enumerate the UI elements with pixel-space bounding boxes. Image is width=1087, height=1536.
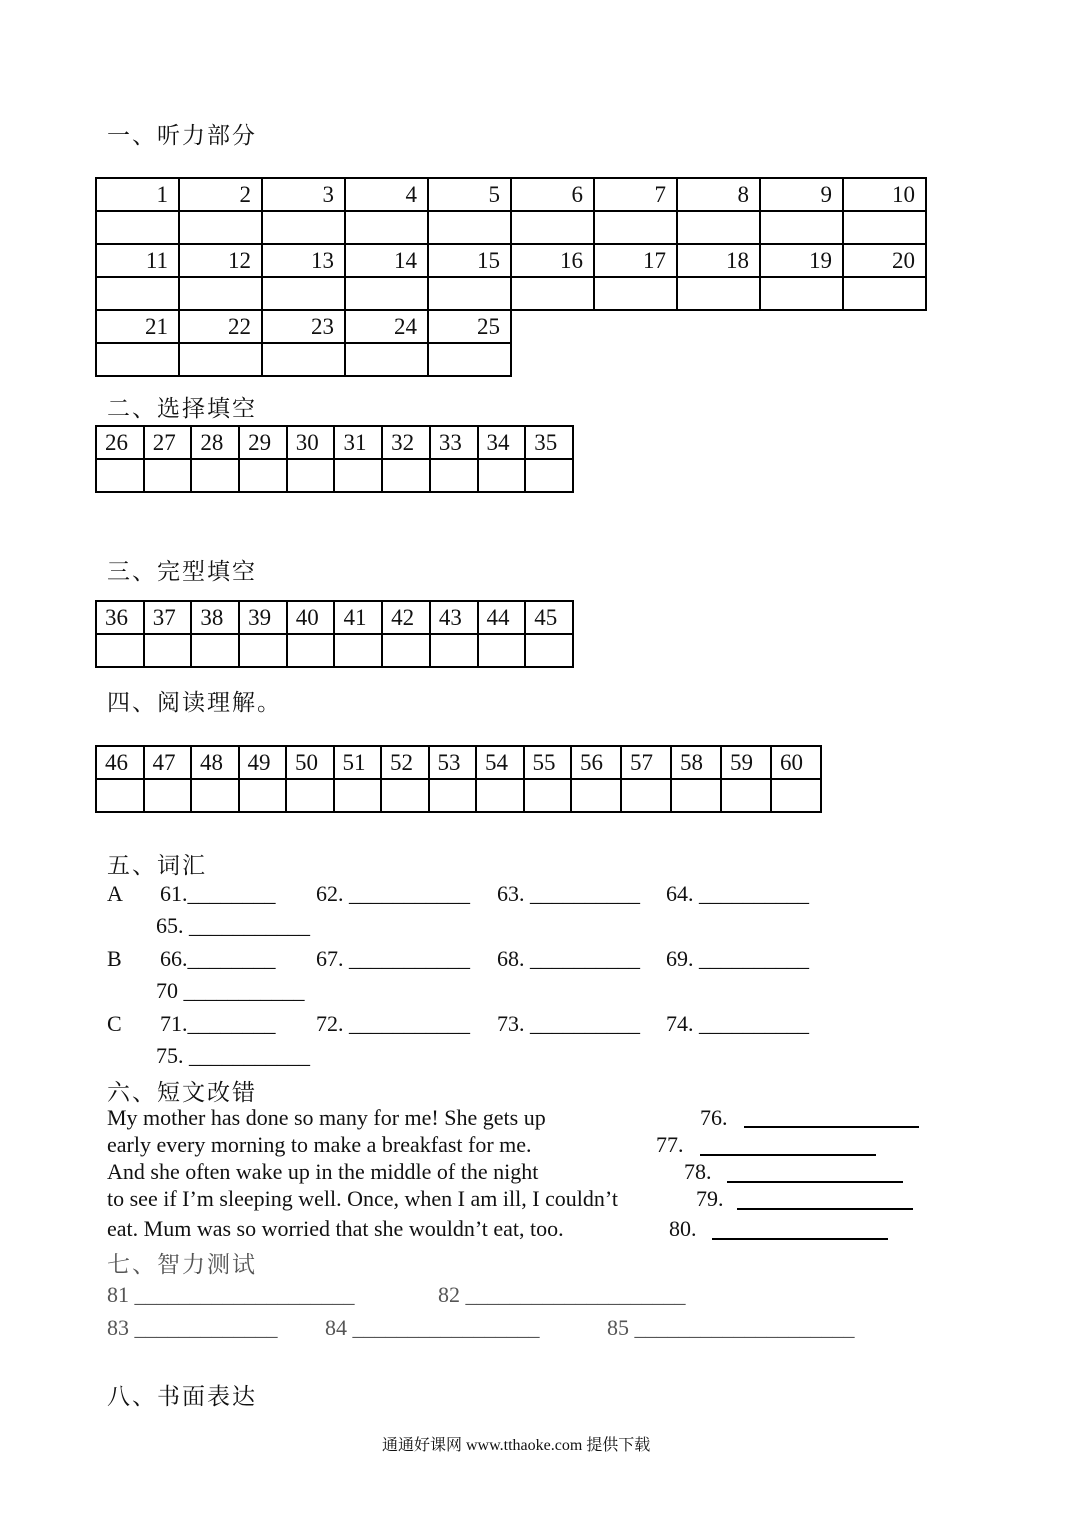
correction-number: 80. [669,1216,697,1241]
correction-answer-line[interactable] [700,1136,876,1156]
reading-answer-table [95,745,822,813]
answer-cell[interactable] [96,634,144,667]
section-heading-error-correction: 六、短文改错 [107,1080,257,1105]
answer-cell[interactable] [382,634,430,667]
answer-cell[interactable] [262,211,345,244]
answer-cell[interactable] [430,459,478,492]
answer-cell[interactable] [191,634,239,667]
passage-line: And she often wake up in the middle of the night [107,1159,539,1184]
answer-cell[interactable] [476,779,524,812]
vocab-blank[interactable]: 65. ___________ [156,913,310,938]
question-number: 22 [179,310,262,343]
answer-cell[interactable] [430,634,478,667]
answer-cell[interactable] [621,779,671,812]
answer-cell[interactable] [428,277,511,310]
empty-space [511,343,926,376]
answer-cell[interactable] [428,211,511,244]
reading-answer-row [96,779,821,812]
question-number: 33 [430,426,478,459]
cloze-answer-row [96,634,573,667]
question-number: 23 [262,310,345,343]
answer-cell[interactable] [760,211,843,244]
answer-cell[interactable] [179,277,262,310]
question-number: 9 [760,178,843,211]
vocab-blank[interactable]: 61.________ [160,881,276,906]
question-number: 11 [96,244,179,277]
answer-cell[interactable] [381,779,429,812]
correction-number: 79. [696,1186,724,1211]
question-number: 31 [334,426,382,459]
choice-answer-table [95,425,574,493]
question-number: 53 [429,746,477,779]
answer-cell[interactable] [287,459,335,492]
question-number: 35 [525,426,573,459]
iq-blank[interactable]: 81 ____________________ [107,1282,355,1307]
choice-number-row [96,426,573,459]
question-number: 46 [96,746,144,779]
vocab-label-b: B [107,946,122,971]
iq-blank[interactable]: 85 ____________________ [607,1315,855,1340]
question-number: 30 [287,426,335,459]
answer-cell[interactable] [760,277,843,310]
answer-cell[interactable] [239,459,287,492]
correction-number: 77. [656,1132,684,1157]
answer-cell[interactable] [144,779,192,812]
answer-cell[interactable] [191,459,239,492]
answer-cell[interactable] [144,634,192,667]
listening-answer-table [95,177,927,377]
section-heading-listening: 一、听力部分 [107,123,257,148]
question-number: 58 [671,746,721,779]
answer-cell[interactable] [144,459,192,492]
question-number: 56 [571,746,621,779]
question-number: 59 [721,746,771,779]
correction-number: 76. [700,1105,728,1130]
answer-cell[interactable] [96,277,179,310]
question-number: 50 [286,746,334,779]
listening-answer-row-1 [96,211,926,244]
question-number: 32 [382,426,430,459]
answer-cell[interactable] [428,343,511,376]
question-number: 55 [524,746,572,779]
vocab-blank[interactable]: 68. __________ [497,946,640,971]
passage-line: early every morning to make a breakfast for me. [107,1132,532,1157]
question-number: 40 [287,601,335,634]
answer-cell[interactable] [594,277,677,310]
vocab-blank[interactable]: 64. __________ [666,881,809,906]
answer-cell[interactable] [843,211,926,244]
question-number: 5 [428,178,511,211]
answer-cell[interactable] [179,343,262,376]
answer-cell[interactable] [671,779,721,812]
vocab-blank[interactable]: 70 ___________ [156,978,305,1003]
question-number: 41 [334,601,382,634]
answer-cell[interactable] [262,343,345,376]
question-number: 12 [179,244,262,277]
page-footer: 通通好课网 www.tthaoke.com 提供下载 [382,1437,651,1454]
answer-cell[interactable] [511,277,594,310]
answer-cell[interactable] [96,211,179,244]
answer-cell[interactable] [677,277,760,310]
answer-cell[interactable] [287,634,335,667]
answer-cell[interactable] [96,343,179,376]
question-number: 36 [96,601,144,634]
question-number: 16 [511,244,594,277]
choice-answer-row [96,459,573,492]
answer-cell[interactable] [429,779,477,812]
question-number: 27 [144,426,192,459]
question-number: 29 [239,426,287,459]
question-number: 49 [239,746,287,779]
answer-cell[interactable] [843,277,926,310]
iq-blank[interactable]: 82 ____________________ [438,1282,686,1307]
section-heading-iq-test: 七、智力测试 [107,1252,257,1277]
answer-cell[interactable] [525,634,573,667]
answer-cell[interactable] [179,211,262,244]
answer-cell[interactable] [345,343,428,376]
vocab-blank[interactable]: 62. ___________ [316,881,470,906]
correction-answer-line[interactable] [737,1190,913,1210]
question-number: 42 [382,601,430,634]
section-heading-choice: 二、选择填空 [107,396,257,421]
question-number: 24 [345,310,428,343]
question-number: 37 [144,601,192,634]
answer-cell[interactable] [334,779,382,812]
iq-blank[interactable]: 83 _____________ [107,1315,278,1340]
vocab-blank[interactable]: 66.________ [160,946,276,971]
question-number: 44 [478,601,526,634]
cloze-number-row [96,601,573,634]
question-number: 19 [760,244,843,277]
question-number: 54 [476,746,524,779]
answer-cell[interactable] [334,634,382,667]
answer-cell[interactable] [478,459,526,492]
answer-cell[interactable] [286,779,334,812]
answer-cell[interactable] [239,634,287,667]
question-number: 4 [345,178,428,211]
section-heading-cloze: 三、完型填空 [107,559,257,584]
answer-cell[interactable] [345,211,428,244]
question-number: 25 [428,310,511,343]
passage-line: to see if I’m sleeping well. Once, when I am ill, I couldn’t [107,1186,618,1211]
passage-line: My mother has done so many for me! She gets up [107,1105,546,1130]
vocab-label-c: C [107,1011,122,1036]
listening-answer-row-2 [96,277,926,310]
question-number: 20 [843,244,926,277]
question-number: 38 [191,601,239,634]
vocab-blank[interactable]: 75. ___________ [156,1043,310,1068]
answer-cell[interactable] [96,779,144,812]
answer-cell[interactable] [594,211,677,244]
answer-cell[interactable] [191,779,239,812]
answer-cell[interactable] [478,634,526,667]
question-number: 26 [96,426,144,459]
question-number: 13 [262,244,345,277]
question-number: 47 [144,746,192,779]
section-heading-reading: 四、阅读理解。 [107,690,282,715]
answer-cell[interactable] [345,277,428,310]
question-number: 45 [525,601,573,634]
answer-cell[interactable] [525,459,573,492]
vocab-blank[interactable]: 67. ___________ [316,946,470,971]
answer-cell[interactable] [677,211,760,244]
answer-cell[interactable] [511,211,594,244]
correction-number: 78. [684,1159,712,1184]
vocab-blank[interactable]: 69. __________ [666,946,809,971]
question-number: 21 [96,310,179,343]
answer-cell[interactable] [239,779,287,812]
vocab-label-a: A [107,881,123,906]
question-number: 34 [478,426,526,459]
question-number: 2 [179,178,262,211]
cloze-answer-table [95,600,574,668]
answer-cell[interactable] [771,779,821,812]
question-number: 60 [771,746,821,779]
listening-number-row-1 [96,178,926,211]
answer-cell[interactable] [571,779,621,812]
question-number: 15 [428,244,511,277]
question-number: 43 [430,601,478,634]
question-number: 10 [843,178,926,211]
question-number: 39 [239,601,287,634]
section-heading-vocabulary: 五、词汇 [107,853,207,878]
vocab-blank[interactable]: 72. ___________ [316,1011,470,1036]
empty-space [511,310,926,343]
iq-blank[interactable]: 84 _________________ [325,1315,540,1340]
vocab-blank[interactable]: 63. __________ [497,881,640,906]
answer-cell[interactable] [524,779,572,812]
vocab-blank[interactable]: 73. __________ [497,1011,640,1036]
passage-line: eat. Mum was so worried that she wouldn’t eat, too. [107,1216,564,1241]
answer-cell[interactable] [334,459,382,492]
question-number: 14 [345,244,428,277]
question-number: 3 [262,178,345,211]
question-number: 57 [621,746,671,779]
question-number: 17 [594,244,677,277]
answer-cell[interactable] [382,459,430,492]
reading-number-row [96,746,821,779]
section-heading-writing: 八、书面表达 [107,1384,257,1409]
listening-answer-row-3 [96,343,926,376]
listening-number-row-2 [96,244,926,277]
question-number: 1 [96,178,179,211]
answer-cell[interactable] [721,779,771,812]
question-number: 28 [191,426,239,459]
vocab-blank[interactable]: 74. __________ [666,1011,809,1036]
question-number: 8 [677,178,760,211]
correction-answer-line[interactable] [727,1163,903,1183]
vocab-blank[interactable]: 71.________ [160,1011,276,1036]
answer-cell[interactable] [262,277,345,310]
question-number: 6 [511,178,594,211]
question-number: 18 [677,244,760,277]
question-number: 52 [381,746,429,779]
listening-number-row-3 [96,310,926,343]
question-number: 48 [191,746,239,779]
question-number: 51 [334,746,382,779]
question-number: 7 [594,178,677,211]
correction-answer-line[interactable] [712,1220,888,1240]
correction-answer-line[interactable] [744,1108,919,1128]
answer-cell[interactable] [96,459,144,492]
